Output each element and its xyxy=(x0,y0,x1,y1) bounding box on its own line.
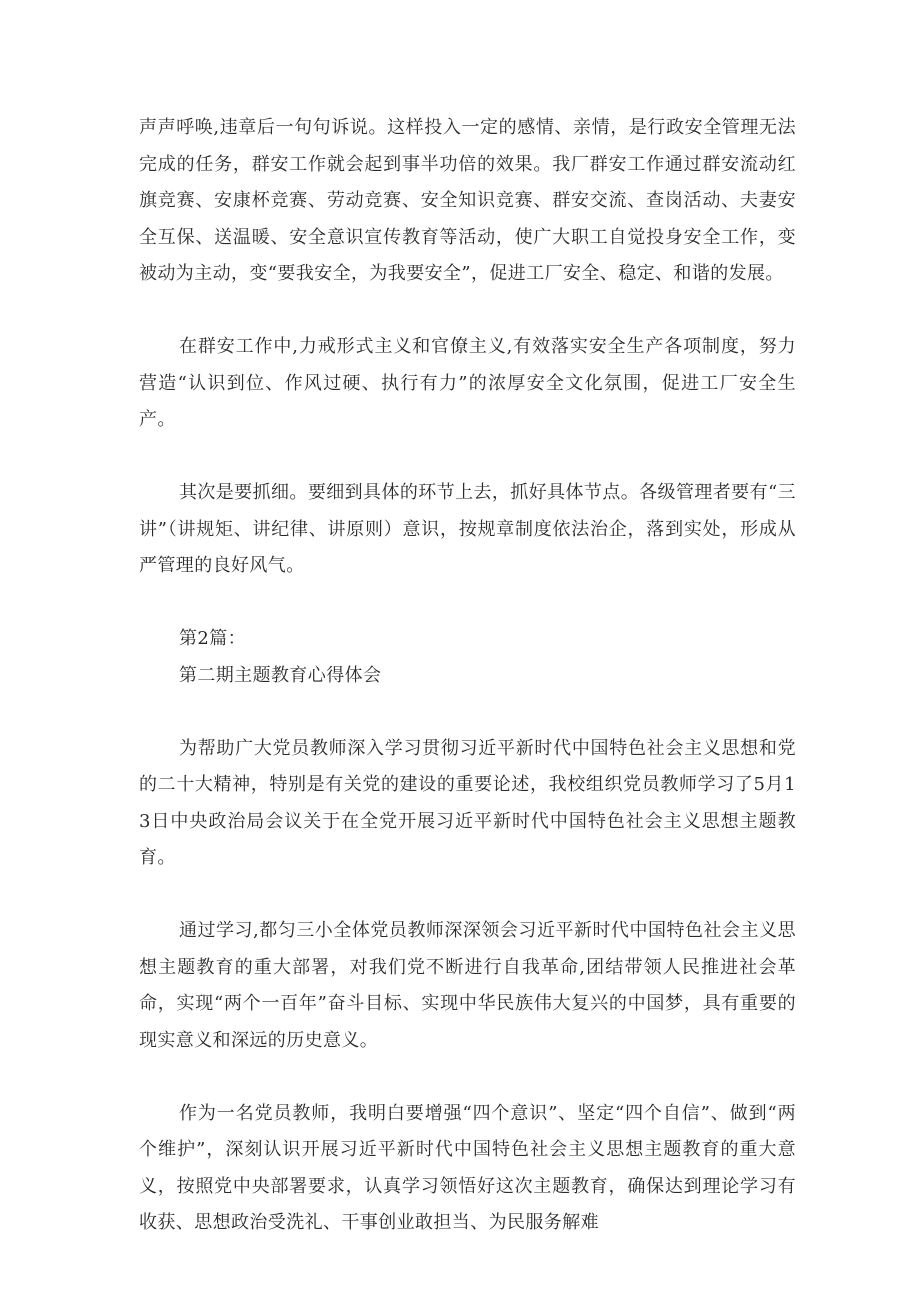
paragraph-teacher-role: 作为一名党员教师，我明白要增强“四个意识”、坚定“四个自信”、做到“两个维护”，深刻认识开展习近平新时代中国特色社会主义思想主题教育的重大意义，按照党中央部署要求，认真学习领悟好这次主题教育，确保达到理论学习有收获、思想政治受洗礼、干事创业敢担当、为民服务解难 xyxy=(139,1102,796,1233)
paragraph-study-learning: 通过学习,都匀三小全体党员教师深深领会习近平新时代中国特色社会主义思想主题教育的重大部署，对我们党不断进行自我革命,团结带领人民推进社会革命，实现“两个一百年”奋斗目标、实现中华民族伟大复兴的中国梦，具有重要的现实意义和深远的历史意义。 xyxy=(139,920,796,1051)
paragraph-details: 其次是要抓细。要细到具体的环节上去，抓好具体节点。各级管理者要有“三讲”（讲规矩、讲纪律、讲原则）意识，按规章制度依法治企，落到实处，形成从严管理的良好风气。 xyxy=(139,482,796,576)
section-title: 第二期主题教育心得体会 xyxy=(179,664,382,686)
paragraph-gap xyxy=(139,293,796,330)
paragraph-continuation: 声声呼唤,违章后一句句诉说。这样投入一定的感情、亲情，是行政安全管理无法完成的任务，群安工作就会起到事半功倍的效果。我厂群安工作通过群安流动红旗竞赛、安康杯竞赛、劳动竞赛、安全知识竞赛、群安交流、查岗活动、夫妻安全互保、送温暖、安全意识宣传教育等活动，使广大职工自觉投身安全工作，变被动为主动，变“要我安全，为我要安全”，促进工厂安全、稳定、和谐的发展。 xyxy=(139,117,796,284)
paragraph-gap xyxy=(139,694,796,731)
paragraph-gap xyxy=(139,877,796,914)
paragraph-formalism: 在群安工作中,力戒形式主义和官僚主义,有效落实安全生产各项制度，努力营造“认识到位、作风过硬、执行有力”的浓厚安全文化氛围，促进工厂安全生产。 xyxy=(139,336,796,430)
section-label: 第2篇： xyxy=(179,628,247,649)
paragraph-gap xyxy=(139,439,796,476)
paragraph-study-intro: 为帮助广大党员教师深入学习贯彻习近平新时代中国特色社会主义思想和党的二十大精神，特别是有关党的建设的重要论述，我校组织党员教师学习了5月13日中央政治局会议关于在全党开展习近平新时代中国特色社会主义思想主题教育。 xyxy=(139,737,796,868)
paragraph-gap xyxy=(139,1059,796,1096)
paragraph-gap xyxy=(139,585,796,622)
document-body xyxy=(139,110,796,1242)
